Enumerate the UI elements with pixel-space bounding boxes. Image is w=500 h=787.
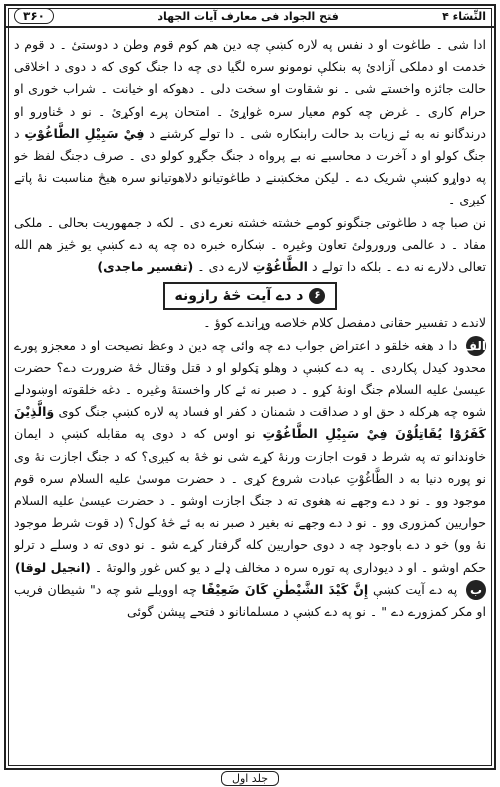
intro-line — [14, 312, 486, 334]
text-line: چه اوویلے شو چه د" شیطان — [47, 581, 197, 597]
text-line: حواریین کله گرفتار کړے شو ۔ نو دوی ته د وسلے د ترلو حکم اوشو ۔ او د دیوداری په — [14, 537, 486, 575]
surah-label: النِّسَاء ۴ — [442, 9, 486, 23]
page-header — [6, 6, 494, 28]
page-number: ۳۶۰ — [14, 8, 54, 24]
text-line: ادا شی ۔ طاغوت او د نفس په لاره کښې چه دین هم کوم قوم وطن د دوستیٔ ۔ د — [49, 37, 486, 52]
quran-phrase: الطَّاغُوْتِ — [252, 259, 308, 275]
reference: (انجیل لوقا) — [14, 559, 91, 575]
be-marker: ب — [466, 580, 486, 600]
quran-phrase: وَالَّذِيْنَ كَفَرُوْا يُقَاتِلُوْنَ فِيْ سَبِيْلِ الطَّاغُوْتِ — [14, 404, 486, 442]
section-heading — [163, 282, 338, 310]
text-line: نو د ځناورو او درندگانو نه به ئے زیات بد حالت رابنکاره شی ۔ دا تولے کرشنے د — [14, 103, 486, 141]
page-body — [14, 34, 486, 760]
point-be — [14, 579, 486, 623]
text-line: قوم د خدمت او دملکی آزادیٔ په بنکلې نومونو سره لگیا دی چه دا جنگ کوی که د دوی — [14, 37, 486, 75]
text-line: دا د هغه خلقو د اعتراض جواب دے چه وائی چه دین د وعظ نصیحت او د معجزو — [42, 337, 458, 353]
paragraph-1 — [14, 34, 486, 212]
text-line: لاندے د تفسیر حقانی دمفصل کلام خلاصه وړاندے کوؤ ۔ — [203, 315, 486, 331]
text-line: اوشو ۔ د حضرت عیسیٰ علیه السلام حواریین کمزوری وو ۔ نو د دے وجهے نه بغیر د — [14, 493, 486, 531]
volume-label: جلد اول — [221, 771, 279, 786]
text-line: په دے آیت کښې — [372, 581, 458, 597]
quran-phrase: إِنَّ كَيْدَ الشَّيْطٰنِ كَانَ ضَعِيْفًا — [201, 581, 369, 597]
text-line: صبر نه به ئے څۀ کول؟ (د قوت شرط موجود نۀ وو) خو د دے باوجود چه د دوی — [14, 515, 486, 553]
alif-marker: الف — [466, 336, 486, 356]
quran-phrase: فِيْ سَبِيْلِ الطَّاغُوْتِ — [24, 125, 145, 141]
book-title: فتح الجواد فی معارف آیات الجهاد — [157, 9, 339, 23]
text-line: یو څیز هم الله تعالی دلارے نه دے ۔ بلکه دا تولے د — [14, 236, 486, 275]
text-line: د جنگ کولو او د آخرت د محاسبے نه بے پرواه د جنگ جگړو — [14, 125, 486, 164]
text-line: مقابله کښې د ایمان خاوندانو ته په شرط د قوت اجازت ورنۀ کړے شی نو څۀ به کیږی؟ — [14, 426, 486, 464]
text-line: شراب خوری او حرام کاری ۔ غرض چه کوم معیار سره غواړئ ۔ امتحان پرے اوکړئ ۔ — [14, 81, 486, 119]
reference: (تفسیر ماجدی) — [97, 259, 194, 275]
text-line: موسیٰ علیه السلام سره قوم موجود وو ۔ نو د دے وجهے نه هغوی ته د جنگ اجازت — [14, 470, 486, 509]
page-footer — [0, 772, 500, 785]
text-line: پورے محدود کیدل پکاردی ۔ په دے کښې د وهلو ټکولو او د قتل وقتال څۀ ضرورت — [14, 337, 486, 375]
text-line: توره سره د مخالف ډلے د یو کس غوږ والوتۀ ۔ — [94, 559, 335, 575]
text-line: کولو دی ۔ صرف دجنگ لفظ خو په دواړو کښې شریک دے ۔ لیکن مخکښنے د — [14, 148, 486, 186]
heading-text: د دے آیت څۀ رازونه — [174, 288, 304, 305]
text-line: فریب او مکر کمزورے دے " ۔ نو په دے کښې د مسلمانانو د فتحے پیشن گوئی — [14, 581, 486, 620]
text-line: لاره کښې جنگ کوی — [58, 404, 164, 420]
text-line: نن صبا چه د طاغوتی جنگونو کومے خشته خشته نعرے دی ۔ لکه د جمهوریت — [92, 214, 486, 230]
text-line: لارے دی ۔ — [197, 259, 249, 275]
text-line: نو اوس که د دوی په — [134, 426, 256, 442]
text-line: د اخلاقی حالت جائزه واخستے شی ۔ نو شقاوت او سخت دلی ۔ دهوکه او خیانت ۔ — [14, 59, 486, 97]
section-heading-row — [14, 282, 486, 310]
point-alif — [14, 335, 486, 579]
text-line: که د جنگ اجازت نۀ وی نو پوره دنیا به د الطَّاغُوْتِ عبادت شروع کړی ۔ د حضرت — [14, 448, 486, 486]
text-line: دغه خلقوته اوښودلے شوه چه هرکله د حق او د صداقت د شمنان د کفر او فساد په — [14, 382, 486, 420]
text-line: بحالی ۔ ملکی مفاد ۔ د عالمی ورورولئ تعاون وغیره ۔ ښکاره خبره ده چه په دے کښې — [14, 214, 486, 252]
heading-number: ۶ — [309, 288, 325, 304]
paragraph-2 — [14, 212, 486, 279]
page-frame — [4, 4, 496, 770]
text-line: دے؟ حضرت عیسیٰ علیه السلام جنگ اونۀ کړو ۔ د صبر نه ئے کار واخستۀ وغیره ۔ — [14, 359, 486, 398]
text-line: طاغوتیانو دلاهوتیانو سره هیڅ مناسبت نۀ پاتے کیږی ۔ — [14, 170, 486, 208]
